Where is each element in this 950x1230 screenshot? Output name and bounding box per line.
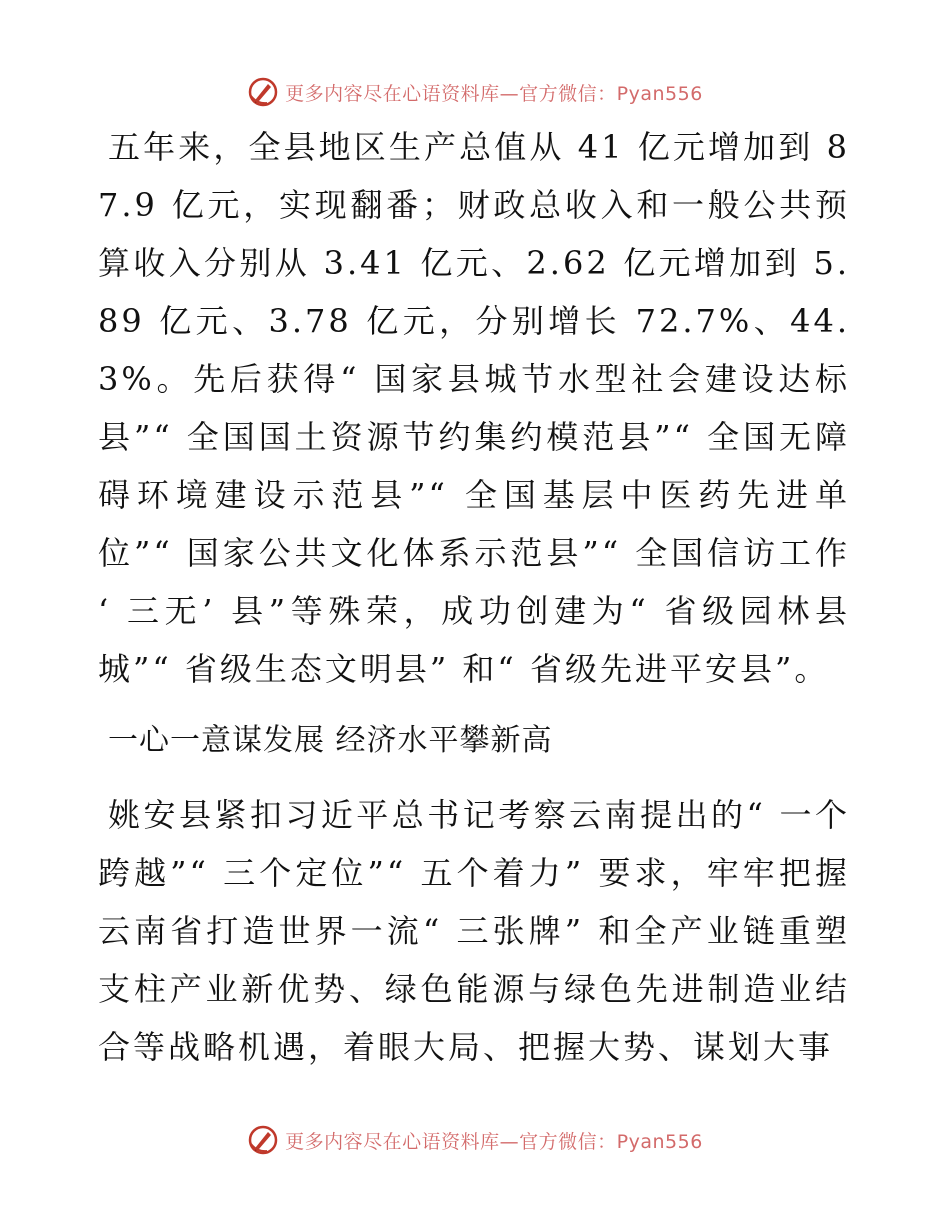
- header-watermark: [0, 72, 950, 112]
- watermark-text: 更多内容尽在心语资料库—官方微信：Pyan556: [285, 1130, 703, 1153]
- article-paragraph-2: 姚安县紧扣习近平总书记考察云南提出的“ 一个跨越”“ 三个定位”“ 五个着力” 要求，牢牢把握云南省打造世界一流“ 三张牌” 和全产业链重塑支柱产业新优势、绿色能源与绿色先进制造业结合等战略机遇，着眼大局、把握大势、谋划大事: [98, 796, 850, 1066]
- footer-watermark: [0, 1120, 950, 1160]
- section-heading: 一心一意谋发展 经济水平攀新高: [108, 723, 553, 758]
- pen-logo-icon: [247, 76, 279, 108]
- pen-logo-icon: [247, 1124, 279, 1156]
- article-body: [98, 118, 850, 1076]
- article-paragraph-1: 五年来，全县地区生产总值从 41 亿元增加到 87.9 亿元，实现翻番；财政总收入和一般公共预算收入分别从 3.41 亿元、2.62 亿元增加到 5.89 亿元、3.78 亿元，分别增长 72.7%、44.3%。先后获得“ 国家县城节水型社会建设达标县”“ 全国国土资源节约集约模范县”“ 全国无障碍环境建设示范县”“ 全国基层中医药先进单位”“ 国家公共文化体系示范县”“ 全国信访工作 ‘ 三无’ 县”等殊荣，成功创建为“ 省级园林县城”“ 省级生态文明县” 和“ 省级先进平安县”。: [98, 128, 850, 688]
- watermark-text: 更多内容尽在心语资料库—官方微信：Pyan556: [285, 82, 703, 105]
